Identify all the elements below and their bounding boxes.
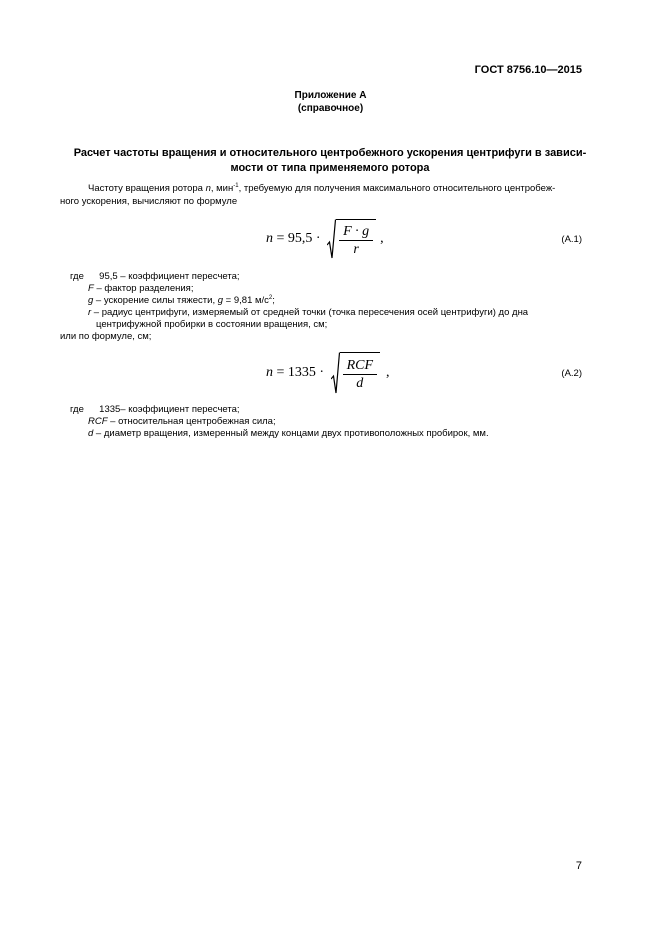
formula-a2-label: (А.2) xyxy=(561,368,582,379)
intro-text-a: Частоту вращения ротора xyxy=(88,183,206,194)
section-title xyxy=(60,146,600,176)
formula-a1-trail: , xyxy=(380,231,384,246)
formula-a1 xyxy=(266,219,384,259)
formula-a1-radical xyxy=(327,219,376,259)
formula-a2-lhs: n xyxy=(266,365,273,380)
defs2-coef: 1335– коэффициент пересчета; xyxy=(99,404,240,415)
formula-a1-label: (А.1) xyxy=(561,234,582,245)
formula-a2 xyxy=(266,352,390,394)
formula-a2-numerator: RCF xyxy=(343,357,377,375)
defs1-g-var: g xyxy=(88,295,94,306)
defs1-f-text: – фактор разделения; xyxy=(93,283,194,294)
intro-text-c: , требуемую для получения максимального относительного центробеж- xyxy=(238,183,556,194)
defs1-where: где xyxy=(70,271,84,282)
formula-a1-radicand xyxy=(336,219,376,259)
intro-paragraph xyxy=(60,182,582,195)
formula-a1-denominator: r xyxy=(353,241,359,257)
defs1-g-var2: g xyxy=(217,295,224,306)
formula-a2-eq: = 1335 · xyxy=(273,365,328,380)
defs1-r-text1: – радиус центрифуги, измеряемый от средней точки (точка пересечения осей центрифуги) до дна xyxy=(91,307,529,318)
defs1-g-text-c: ; xyxy=(272,295,275,306)
formula-a1-eq: = 95,5 · xyxy=(273,231,325,246)
defs1-g-sup: 2 xyxy=(268,294,273,301)
defs1-g-text-a: – ускорение силы тяжести, xyxy=(93,295,218,306)
intro-line2: ного ускорения, вычисляют по формуле xyxy=(60,196,238,207)
defs1-r-line2: центрифужной пробирки в состоянии вращения, см; xyxy=(96,319,328,330)
formula-a1-lhs: n xyxy=(266,231,273,246)
defs1-coef: 95,5 – коэффициент пересчета; xyxy=(99,271,240,282)
standard-number: ГОСТ 8756.10—2015 xyxy=(474,64,582,76)
formula-a2-radical xyxy=(331,352,380,394)
defs2-d-text: – диаметр вращения, измеренный между концами двух противоположных пробирок, мм. xyxy=(93,428,489,439)
defs2-d-var: d xyxy=(88,428,94,439)
page-number: 7 xyxy=(575,860,582,872)
appendix-subtitle: (справочное) xyxy=(297,103,364,114)
defs1-or-formula: или по формуле, см; xyxy=(60,331,152,342)
defs2-rcf-var: RCF xyxy=(88,416,108,427)
defs2-where: где xyxy=(70,404,84,415)
formula-a1-numerator: F · g xyxy=(339,223,373,241)
intro-var-n: n xyxy=(205,183,211,194)
formula-a2-fraction xyxy=(343,357,377,392)
defs2-rcf-text: – относительная центробежная сила; xyxy=(107,416,276,427)
appendix-title: Приложение А xyxy=(294,90,367,101)
intro-text-b: , мин xyxy=(210,183,234,194)
sqrt-sign-icon xyxy=(327,219,336,259)
formula-a2-radicand xyxy=(340,352,380,394)
intro-sup: -1 xyxy=(233,182,239,189)
section-title-line2: мости от типа применяемого ротора xyxy=(230,162,430,174)
formula-a2-trail: , xyxy=(386,365,390,380)
defs2-d xyxy=(88,427,489,440)
formula-a2-denominator: d xyxy=(356,375,364,391)
section-title-line1: Расчет частоты вращения и относительного центробежного ускорения центрифуги в зависи- xyxy=(73,147,587,159)
formula-a1-fraction xyxy=(339,223,373,258)
defs1-f-var: F xyxy=(88,283,94,294)
sqrt-sign-icon xyxy=(331,352,340,394)
defs1-g-text-b: = 9,81 м/с xyxy=(223,295,269,306)
defs1-r-var: r xyxy=(88,307,92,318)
